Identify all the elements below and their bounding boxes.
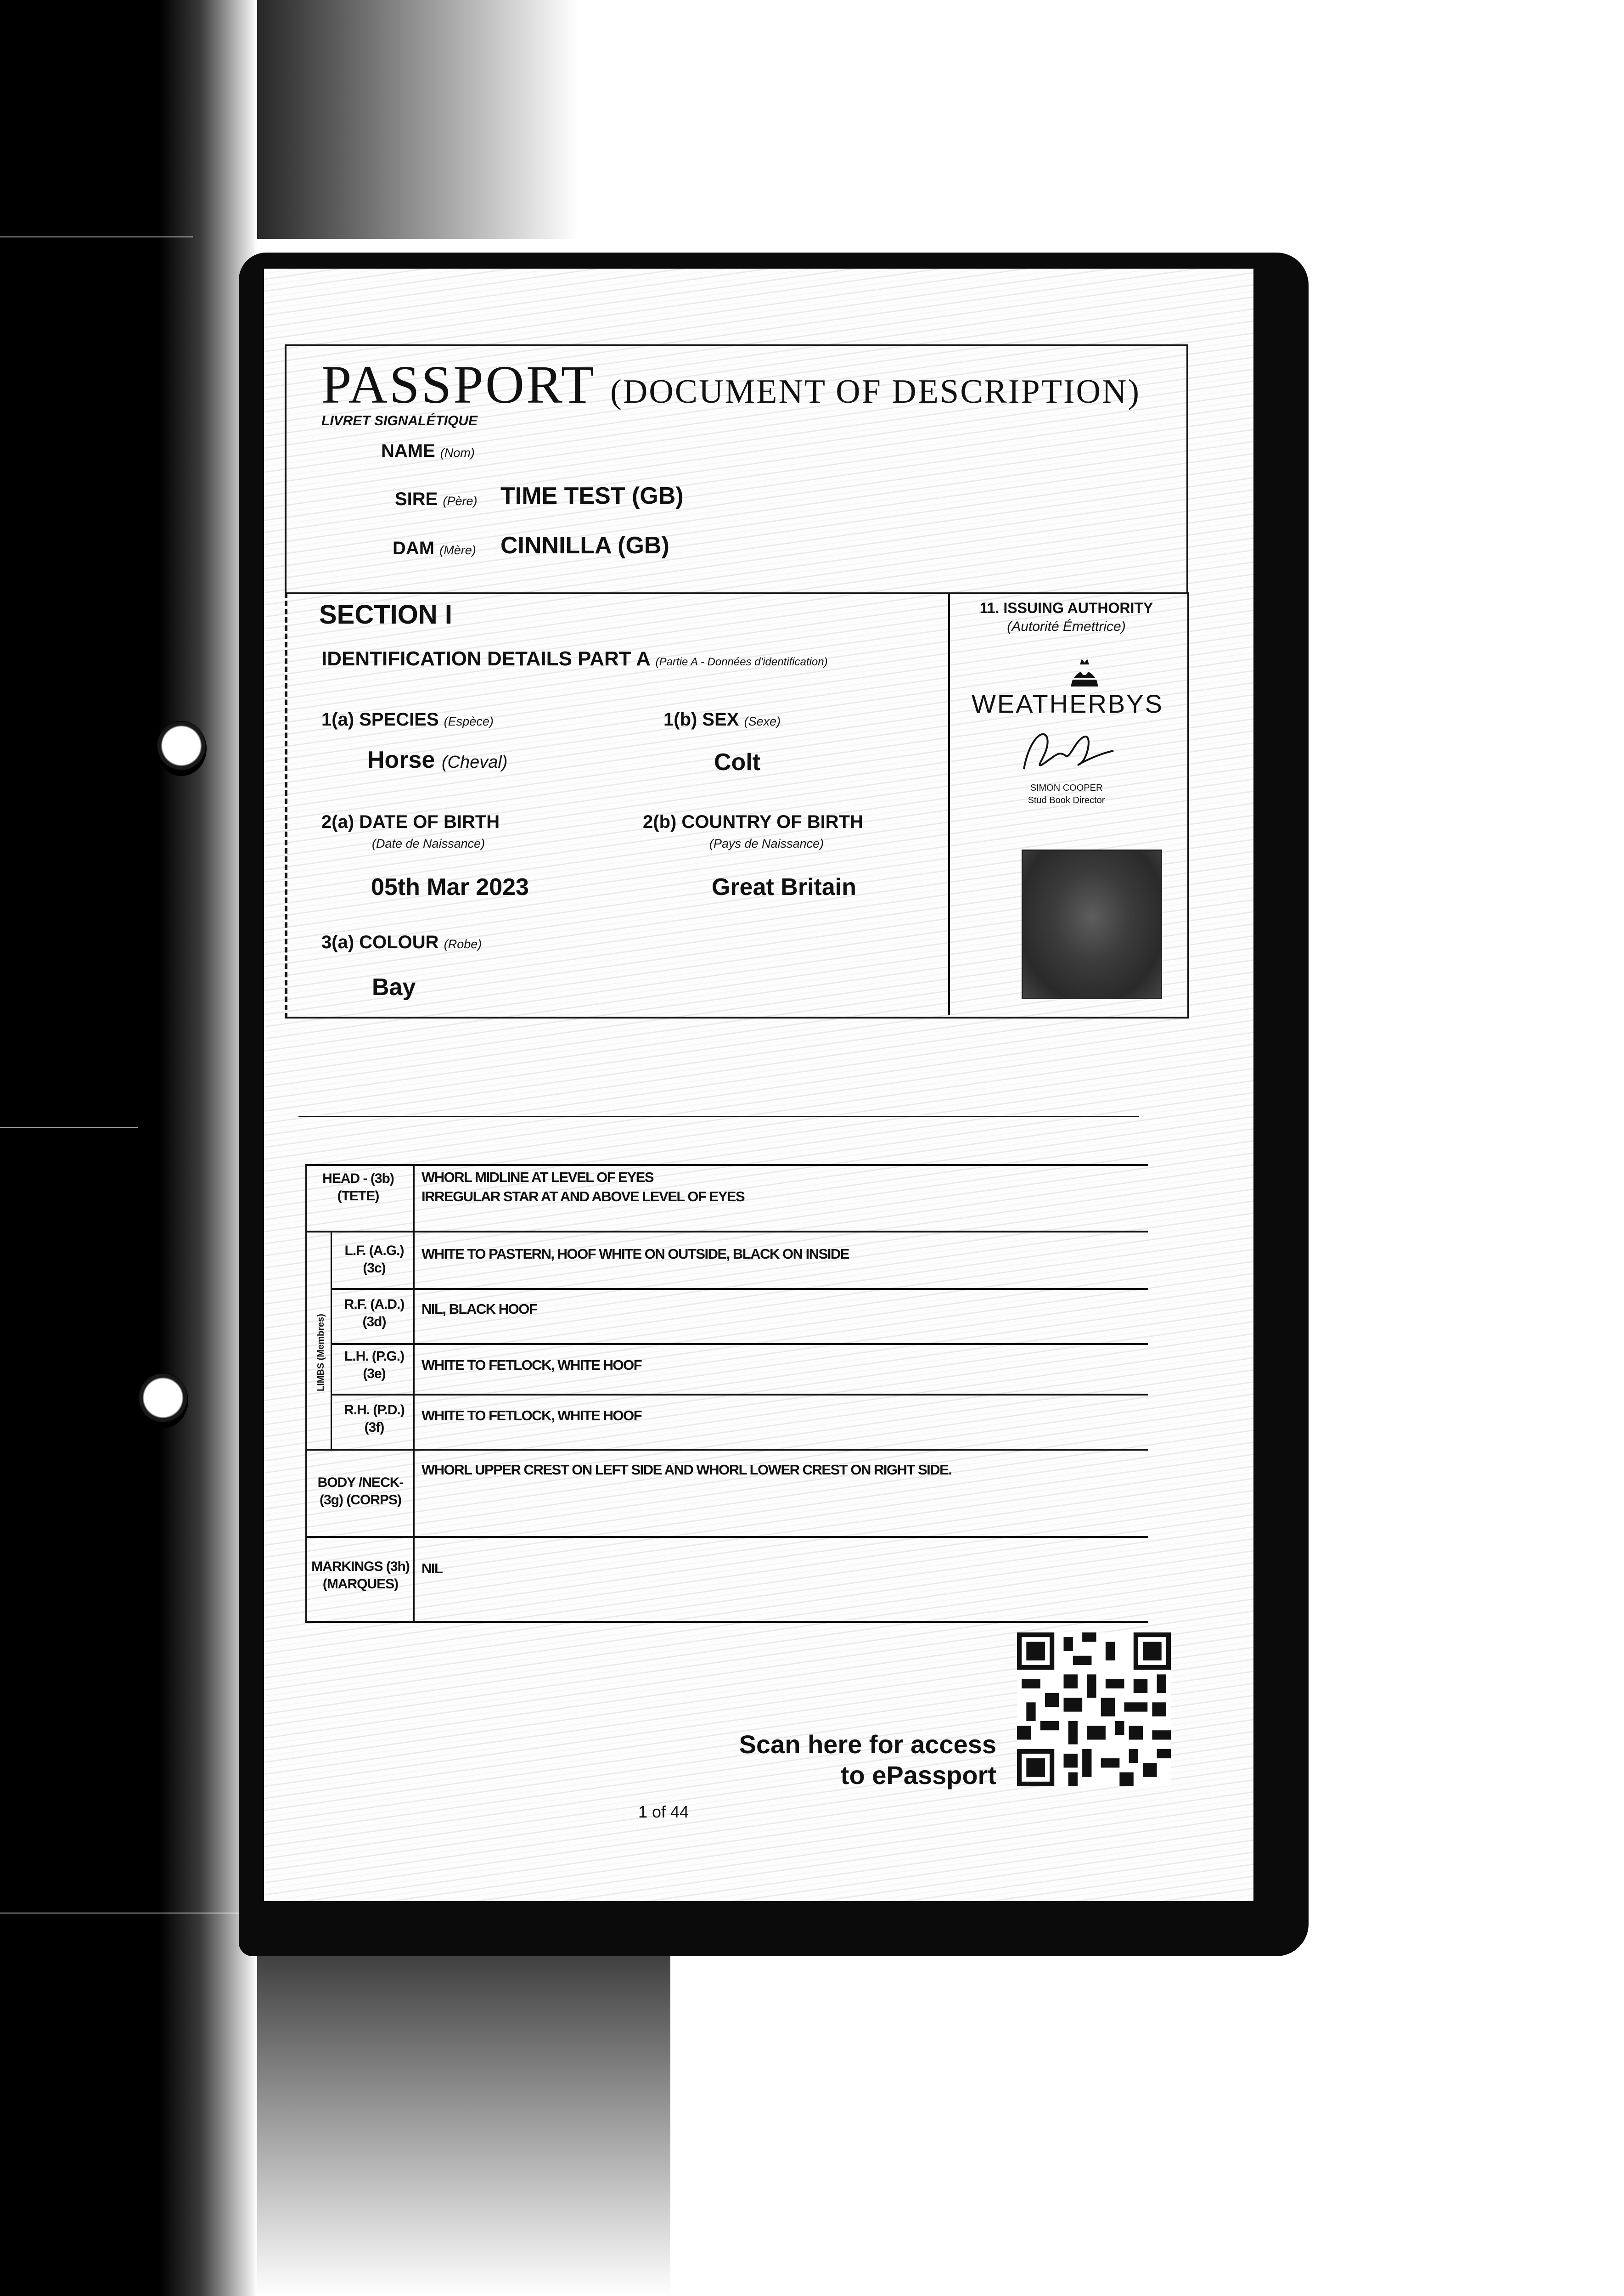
- head-label: HEAD - (3b) (TETE): [322, 1171, 394, 1204]
- table-bottom-rule: [305, 1621, 1148, 1623]
- dam-value: CINNILLA (GB): [500, 532, 669, 559]
- signature: [1015, 723, 1120, 778]
- country-value: Great Britain: [712, 874, 856, 900]
- punch-hole-bottom: [138, 1373, 188, 1428]
- limbs-side-label: LIMBS (Membres): [316, 1314, 326, 1391]
- table-left-border: [305, 1164, 307, 1621]
- rh-description: WHITE TO FETLOCK, WHITE HOOF: [421, 1407, 642, 1424]
- rf-label: R.F. (A.D.) (3d): [344, 1297, 405, 1329]
- binder-shadow-left: [0, 0, 257, 2296]
- rule-markings-top: [305, 1536, 1148, 1538]
- binder-line: [0, 236, 193, 237]
- binder-line: [0, 1127, 138, 1128]
- rule-lf-top: [305, 1231, 1148, 1232]
- body-neck-label: BODY /NECK- (3g) (CORPS): [317, 1475, 404, 1508]
- epassport-qr-code[interactable]: [1017, 1632, 1171, 1786]
- scan-instruction: Scan here for access to ePassport: [739, 1730, 996, 1790]
- authority-note: (Autorité Émettrice): [1007, 619, 1126, 634]
- scan-shadow-top: [257, 0, 579, 239]
- colour-label: 3(a) COLOUR (Robe): [321, 932, 482, 952]
- dam-label: DAM (Mère): [393, 538, 476, 558]
- country-note: (Pays de Naissance): [709, 837, 824, 850]
- sex-label: 1(b) SEX (Sexe): [663, 709, 781, 730]
- title-subtitle: (DOCUMENT OF DESCRIPTION): [610, 373, 1141, 411]
- name-label: NAME (Nom): [381, 441, 475, 461]
- rule-head-top: [305, 1164, 1148, 1166]
- weatherbys-crest-icon: [1066, 654, 1103, 691]
- rule-rh-top: [331, 1394, 1148, 1396]
- title-french: LIVRET SIGNALÉTIQUE: [321, 413, 478, 428]
- lf-description: WHITE TO PASTERN, HOOF WHITE ON OUTSIDE, BLACK ON INSIDE: [421, 1246, 849, 1262]
- country-label: 2(b) COUNTRY OF BIRTH: [643, 812, 863, 832]
- rf-description: NIL, BLACK HOOF: [421, 1301, 537, 1317]
- rule-body-top: [305, 1449, 1148, 1451]
- signatory-name: SIMON COOPER: [1030, 783, 1103, 793]
- title-main: PASSPORT: [321, 355, 595, 415]
- rule-rf-top: [331, 1288, 1148, 1290]
- section-title: SECTION I: [319, 600, 453, 630]
- species-label: 1(a) SPECIES (Espèce): [321, 709, 494, 730]
- page-number: 1 of 44: [638, 1802, 689, 1821]
- scan-shadow-bottom: [257, 1956, 670, 2296]
- weatherbys-logo: WEATHERBYS: [972, 689, 1163, 718]
- body-neck-description: WHORL UPPER CREST ON LEFT SIDE AND WHORL LOWER CREST ON RIGHT SIDE.: [421, 1462, 952, 1478]
- dob-note: (Date de Naissance): [372, 837, 485, 850]
- dob-label: 2(a) DATE OF BIRTH: [321, 812, 500, 832]
- punch-hole-top: [156, 721, 207, 776]
- lh-label: L.H. (P.G.) (3e): [344, 1349, 405, 1381]
- section-subtitle: IDENTIFICATION DETAILS PART A (Partie A - Données d'identification): [321, 647, 828, 670]
- authority-label: 11. ISSUING AUTHORITY: [979, 600, 1153, 616]
- sire-value: TIME TEST (GB): [500, 483, 684, 509]
- document-title: [321, 354, 1141, 416]
- table-top-rule: [298, 1116, 1139, 1117]
- rh-label: R.H. (P.D.) (3f): [344, 1402, 405, 1435]
- markings-description: NIL: [421, 1560, 443, 1576]
- limbs-divider: [331, 1231, 332, 1449]
- lh-description: WHITE TO FETLOCK, WHITE HOOF: [421, 1357, 642, 1373]
- markings-label: MARKINGS (3h) (MARQUES): [311, 1559, 410, 1592]
- table-column-divider: [413, 1164, 415, 1621]
- lf-label: L.F. (A.G.) (3c): [344, 1243, 404, 1276]
- colour-value: Bay: [372, 974, 416, 1001]
- head-description: WHORL MIDLINE AT LEVEL OF EYES IRREGULAR STAR AT AND ABOVE LEVEL OF EYES: [421, 1169, 745, 1204]
- sire-label: SIRE (Père): [395, 489, 478, 509]
- dob-value: 05th Mar 2023: [371, 874, 529, 900]
- species-value: Horse (Cheval): [367, 747, 508, 773]
- sex-value: Colt: [714, 749, 761, 776]
- rule-lh-top: [331, 1343, 1148, 1345]
- signatory-title: Stud Book Director: [1028, 795, 1105, 805]
- hologram-seal: [1022, 850, 1162, 999]
